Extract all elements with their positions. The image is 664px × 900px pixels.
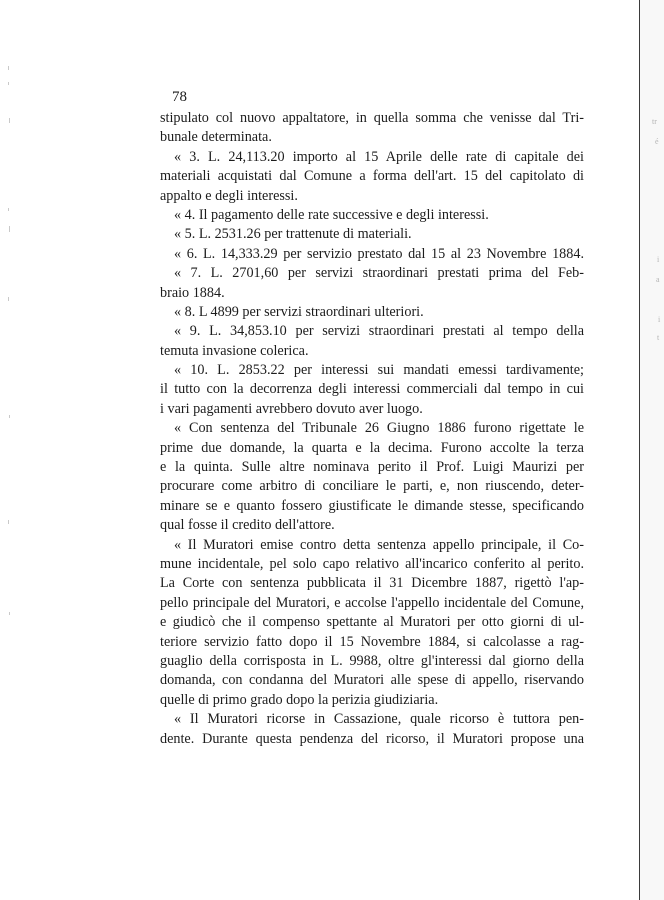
text-line: « 6. L. 14,333.29 per servizio prestato dal 15 al 23 Novembre 1884.	[174, 245, 584, 262]
text-line: « 9. L. 34,853.10 per servizi straordinari prestati al tempo della	[174, 323, 584, 340]
body-text	[160, 109, 584, 749]
text-line: « 5. L. 2531.26 per trattenute di materiali.	[174, 226, 412, 243]
text-line: qual fosse il credito dell'attore.	[160, 517, 335, 534]
text-line: bunale determinata.	[160, 129, 272, 146]
text-line: minare se e quanto fossero giustificate le dimande stesse, specificando	[160, 497, 584, 514]
text-line: dente. Durante questa pendenza del ricorso, il Muratori propose una	[160, 730, 584, 747]
text-line: braio 1884.	[160, 284, 225, 301]
text-line: stipulato col nuovo appaltatore, in quella somma che venisse dal Tri-	[160, 110, 584, 126]
text-line: « Con sentenza del Tribunale 26 Giugno 1886 furono rigettate le	[174, 420, 584, 437]
text-line: il tutto con la decorrenza degli interessi commerciali dal tempo in cui	[160, 381, 584, 398]
edge-mark: é	[655, 137, 659, 146]
edge-mark: t	[657, 333, 660, 342]
text-line: « Il Muratori emise contro detta sentenza appello principale, il Co-	[174, 536, 584, 553]
text-line: guaglio della corrisposta in L. 9988, oltre gl'interessi dal giorno della	[160, 652, 584, 669]
text-line: « Il Muratori ricorse in Cassazione, quale ricorso è tuttora pen-	[174, 711, 584, 728]
page-number: 78	[172, 89, 187, 105]
page-fold-line	[639, 0, 640, 900]
text-line: mune incidentale, pel solo capo relativo all'incarico conferito al perito.	[160, 555, 584, 572]
text-line: « 4. Il pagamento delle rate successive e degli interessi.	[174, 206, 489, 223]
text-line: « 8. L 4899 per servizi straordinari ulteriori.	[174, 303, 424, 320]
edge-mark: i	[657, 255, 660, 264]
text-line: appalto e degli interessi.	[160, 187, 298, 204]
edge-mark: tr	[652, 117, 657, 126]
text-line: i vari pagamenti avrebbero dovuto aver luogo.	[160, 400, 423, 417]
text-line: materiali acquistati dal Comune a forma dell'art. 15 del capitolato di	[160, 168, 584, 185]
text-line: e giudicò che il compenso spettante al Muratori per otto giorni di ul-	[160, 614, 584, 631]
text-line: e la quinta. Sulle altre nominava perito il Prof. Luigi Maurizi per	[160, 459, 584, 476]
text-line: « 7. L. 2701,60 per servizi straordinari prestati prima del Feb-	[174, 265, 584, 282]
facing-page-edge	[640, 0, 664, 900]
text-line: « 10. L. 2853.22 per interessi sui mandati emessi tardivamente;	[174, 362, 584, 379]
text-line: « 3. L. 24,113.20 importo al 15 Aprile delle rate di capitale dei	[174, 148, 584, 165]
text-line: teriore servizio fatto dopo il 15 Novembre 1884, si calcolasse a rag-	[160, 633, 584, 650]
text-line: La Corte con sentenza pubblicata il 31 Dicembre 1887, rigettò l'ap-	[160, 575, 584, 592]
text-line: procurare come arbitro di conciliare le parti, e, non riuscendo, deter-	[160, 478, 584, 495]
text-line: prime due domande, la quarta e la decima. Furono accolte la terza	[160, 439, 584, 456]
edge-mark: a	[656, 275, 660, 284]
text-line: quelle di primo grado dopo la perizia giudiziaria.	[160, 691, 439, 708]
text-line: temuta invasione colerica.	[160, 342, 309, 359]
text-line: pello principale del Muratori, e accolse l'appello incidentale del Comune,	[160, 594, 584, 611]
text-line: domanda, con condanna del Muratori alle spese di appello, riservando	[160, 672, 584, 689]
edge-mark: i	[658, 315, 661, 324]
